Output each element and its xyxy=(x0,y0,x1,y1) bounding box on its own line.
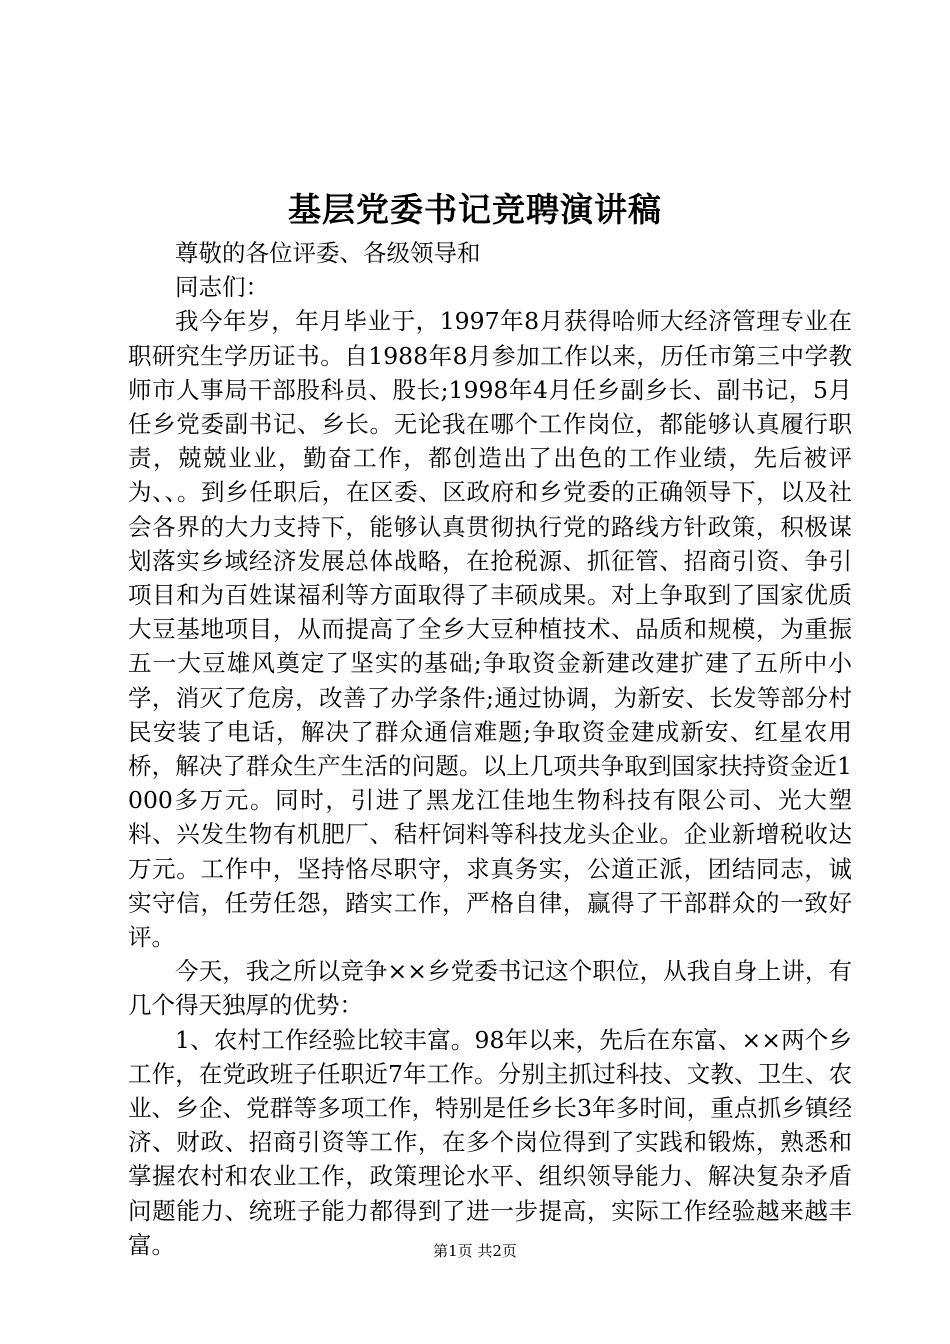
document-body xyxy=(128,236,852,1262)
body-paragraph: 我今年岁，年月毕业于，1997年8月获得哈师大经济管理专业在职研究生学历证书。自1988年8月参加工作以来，历任市第三中学教师市人事局干部股科员、股长;1998年4月任乡副乡长、副书记，5月任乡党委副书记、乡长。无论我在哪个工作岗位，都能够认真履行职责，兢兢业业，勤奋工作，都创造出了出色的工作业绩，先后被评为、、。到乡任职后，在区委、区政府和乡党委的正确领导下，以及社会各界的大力支持下，能够认真贯彻执行党的路线方针政策，积极谋划落实乡域经济发展总体战略，在抢税源、抓征管、招商引资、争引项目和为百姓谋福利等方面取得了丰硕成果。对上争取到了国家优质大豆基地项目，从而提高了全乡大豆种植技术、品质和规模，为重振五一大豆雄风奠定了坚实的基础;争取资金新建改建扩建了五所中小学，消灭了危房，改善了办学条件;通过协调，为新安、长发等部分村民安装了电话，解决了群众通信难题;争取资金建成新安、红星农用桥，解决了群众生产生活的问题。以上几项共争取到国家扶持资金近1000多万元。同时，引进了黑龙江佳地生物科技有限公司、光大塑料、兴发生物有机肥厂、秸杆饲料等科技龙头企业。企业新增税收达万元。工作中，坚持恪尽职守，求真务实，公道正派，团结同志，诚实守信，任劳任怨，踏实工作，严格自律，赢得了干部群众的一致好评。 xyxy=(128,307,852,952)
body-paragraph: 1、农村工作经验比较丰富。98年以来，先后在东富、××两个乡工作，在党政班子任职近7年工作。分别主抓过科技、文教、卫生、农业、乡企、党群等多项工作，特别是任乡长3年多时间，重点抓乡镇经济、财政、招商引资等工作，在多个岗位得到了实践和锻炼，熟悉和掌握农村和农业工作，政策理论水平、组织领导能力、解决复杂矛盾问题能力、统班子能力都得到了进一步提高，实际工作经验越来越丰富。 xyxy=(128,1025,852,1259)
salutation-line-1: 尊敬的各位评委、各级领导和 xyxy=(175,239,481,267)
body-paragraph: 今天，我之所以竞争××乡党委书记这个职位，从我自身上讲，有几个得天独厚的优势： xyxy=(128,957,852,1020)
salutation-line-2: 同志们： xyxy=(175,273,269,302)
page-number-footer: 第1页 共2页 xyxy=(433,1242,517,1260)
document-title: 基层党委书记竞聘演讲稿 xyxy=(288,190,662,229)
